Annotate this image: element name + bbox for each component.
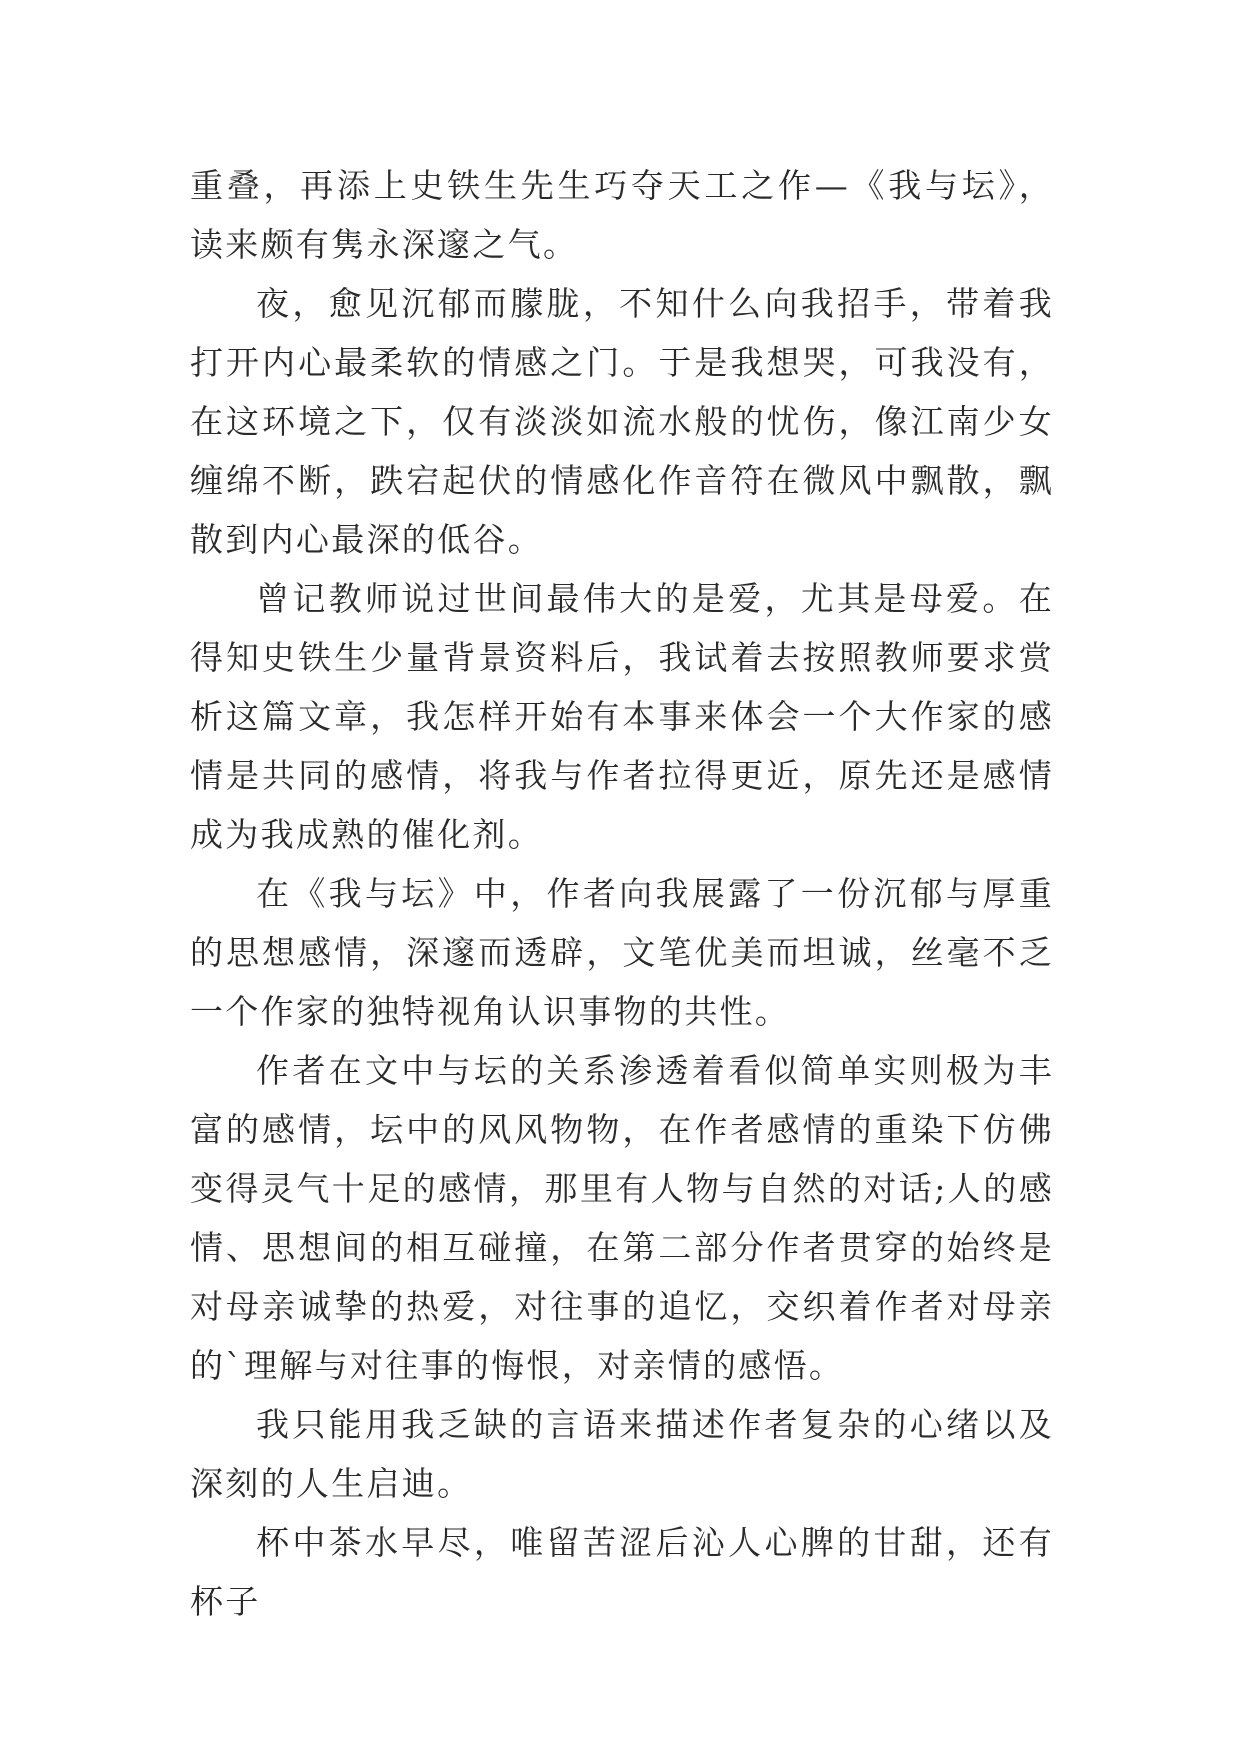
paragraph-words: 我只能用我乏缺的言语来描述作者复杂的心绪以及深刻的人生启迪。: [190, 1405, 1054, 1503]
document-body: [190, 156, 1054, 1631]
paragraph-tea: 杯中茶水早尽，唯留苦涩后沁人心脾的甘甜，还有杯子: [190, 1523, 1054, 1621]
paragraph-author-relation: 作者在文中与坛的关系渗透着看似简单实则极为丰富的感情，坛中的风风物物，在作者感情的重染下仿佛变得灵气十足的感情，那里有人物与自然的对话;人的感情、思想间的相互碰撞，在第二部分作者贯穿的始终是对母亲诚挚的热爱，对往事的追忆，交织着作者对母亲的`理解与对往事的悔恨，对亲情的感悟。: [190, 1051, 1054, 1385]
paragraph-night: 夜，愈见沉郁而朦胧，不知什么向我招手，带着我打开内心最柔软的情感之门。于是我想哭，可我没有，在这环境之下，仅有淡淡如流水般的忧伤，像江南少女缠绵不断，跌宕起伏的情感化作音符在微风中飘散，飘散到内心最深的低谷。: [190, 284, 1054, 559]
paragraph-continuation: 重叠，再添上史铁生先生巧夺天工之作—《我与坛》，读来颇有隽永深邃之气。: [190, 166, 1054, 264]
paragraph-teacher: 曾记教师说过世间最伟大的是爱，尤其是母爱。在得知史铁生少量背景资料后，我试着去按照教师要求赏析这篇文章，我怎样开始有本事来体会一个大作家的感情是共同的感情，将我与作者拉得更近，原先还是感情成为我成熟的催化剂。: [190, 579, 1054, 854]
paragraph-book: 在《我与坛》中，作者向我展露了一份沉郁与厚重的思想感情，深邃而透辟，文笔优美而坦诚，丝毫不乏一个作家的独特视角认识事物的共性。: [190, 874, 1054, 1031]
